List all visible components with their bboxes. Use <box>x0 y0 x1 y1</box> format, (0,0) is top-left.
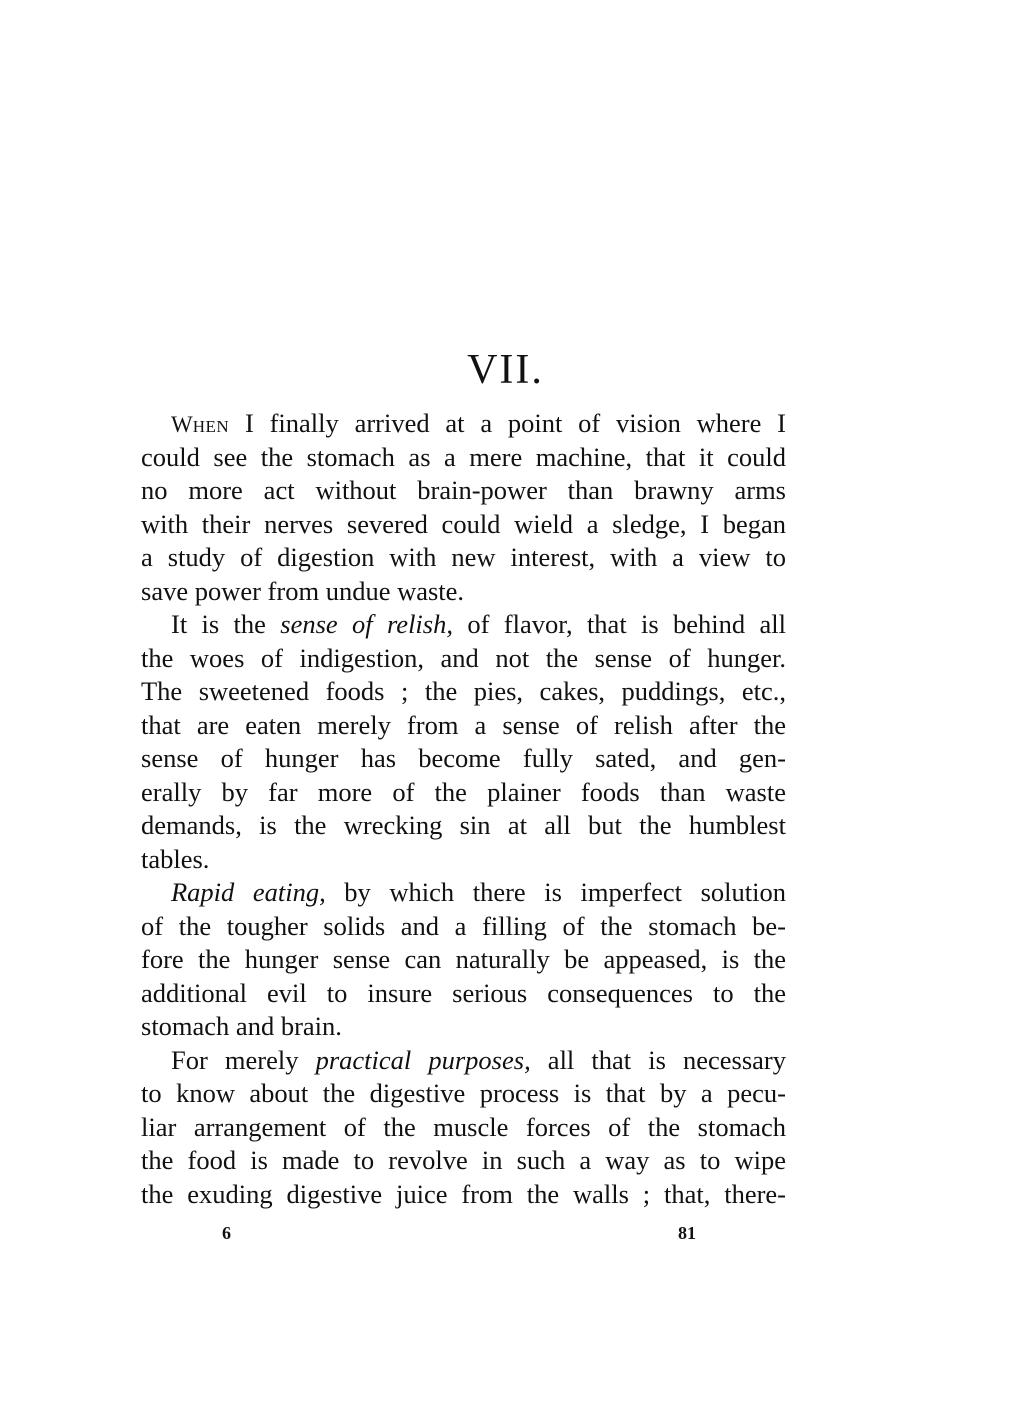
text-line <box>141 1111 786 1145</box>
text-line <box>141 776 786 810</box>
text-line <box>141 474 786 508</box>
text-line <box>141 809 786 843</box>
text-run: save power from undue waste. <box>141 575 465 606</box>
text-run: the woes of indigestion, and not the sense of hunger. <box>141 642 786 673</box>
text-run: demands, is the wrecking sin at all but the humblest <box>141 810 786 840</box>
text-line <box>141 675 786 709</box>
text-run: no more act without brain-power than brawny arms <box>141 475 786 505</box>
text-run: of flavor, that is behind all <box>453 609 786 639</box>
text-line <box>141 977 786 1011</box>
text-run: sense of hunger has become fully sated, and gen- <box>141 743 786 773</box>
text-run: For merely <box>171 1044 316 1075</box>
text-line <box>141 1010 786 1044</box>
text-run: the food is made to revolve in such a way as to wipe <box>141 1145 786 1175</box>
paragraph <box>141 608 786 876</box>
text-run: with their nerves severed could wield a sledge, I began <box>141 508 786 539</box>
text-run: fore the hunger sense can naturally be appeased, is the <box>141 944 786 974</box>
text-line <box>141 407 786 441</box>
paragraph <box>141 407 786 608</box>
page-number: 81 <box>678 1223 696 1243</box>
paragraph <box>141 1044 786 1212</box>
chapter-heading: VII. <box>467 347 544 393</box>
text-run: all that is necessary <box>530 1044 787 1075</box>
text-run: the exuding digestive juice from the walls ; that, there- <box>141 1178 786 1209</box>
text-line <box>141 843 786 877</box>
text-line <box>141 508 786 542</box>
text-line <box>141 1044 786 1078</box>
text-line <box>141 1144 786 1178</box>
text-run: to know about the digestive process is that by a pecu- <box>141 1078 786 1108</box>
text-line <box>141 1077 786 1111</box>
text-run: The sweetened foods ; the pies, cakes, puddings, etc., <box>141 676 786 706</box>
text-run: of the tougher solids and a filling of the stomach be- <box>141 910 786 941</box>
text-line <box>141 943 786 977</box>
text-line <box>141 876 786 910</box>
italic-phrase: sense of relish, <box>280 609 453 639</box>
text-run: I finally arrived at a point of vision where I <box>229 408 786 438</box>
italic-phrase: Rapid eating, <box>171 877 326 907</box>
text-run: a study of digestion with new interest, with a view to <box>141 542 786 572</box>
text-line <box>141 910 786 944</box>
text-run: It is the <box>171 609 281 639</box>
text-line <box>141 541 786 575</box>
text-line <box>141 709 786 743</box>
italic-phrase: practical purposes, <box>315 1044 531 1075</box>
text-run: could see the stomach as a mere machine, that it could <box>141 441 786 472</box>
text-line <box>141 441 786 475</box>
text-run: that are eaten merely from a sense of relish after the <box>141 709 786 740</box>
text-line <box>141 1178 786 1212</box>
text-line <box>141 608 786 642</box>
paragraph <box>141 876 786 1044</box>
signature-mark: 6 <box>222 1223 231 1243</box>
text-run: additional evil to insure serious consequences to the <box>141 977 786 1008</box>
text-run: erally by far more of the plainer foods than waste <box>141 776 786 807</box>
text-line <box>141 642 786 676</box>
body-text <box>141 407 786 1211</box>
text-line <box>141 742 786 776</box>
text-run: stomach and brain. <box>141 1011 342 1041</box>
text-run: liar arrangement of the muscle forces of the stomach <box>141 1111 786 1142</box>
text-run: by which there is imperfect solution <box>325 877 786 907</box>
text-run: tables. <box>141 843 210 874</box>
text-line <box>141 575 786 609</box>
text-run: W <box>171 412 193 437</box>
text-run: HEN <box>192 417 230 436</box>
